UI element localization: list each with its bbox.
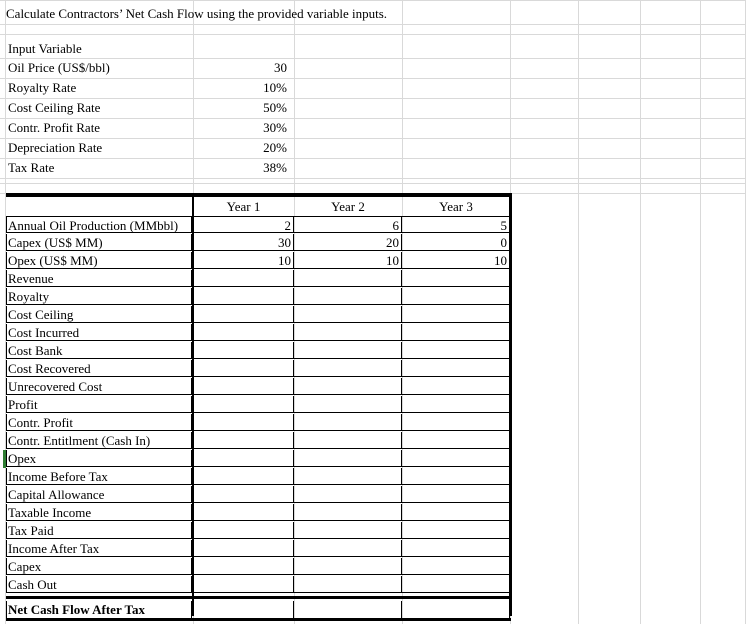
- input-label[interactable]: Oil Price (US$/bbl): [8, 60, 110, 75]
- data-cell[interactable]: [193, 396, 294, 413]
- data-cell[interactable]: [294, 414, 402, 431]
- data-cell[interactable]: [402, 324, 510, 341]
- grid-row-line: [0, 178, 746, 179]
- data-cell[interactable]: [193, 324, 294, 341]
- data-cell[interactable]: [193, 378, 294, 395]
- input-value[interactable]: 20%: [263, 140, 287, 155]
- net-cash-flow-cell[interactable]: [294, 601, 402, 618]
- grid-row-line: [0, 138, 746, 139]
- sheet-title[interactable]: Calculate Contractors’ Net Cash Flow using the provided variable inputs.: [6, 6, 388, 21]
- grid-column-line: [640, 0, 641, 624]
- data-cell[interactable]: [294, 450, 402, 467]
- row-label[interactable]: Cost Bank: [6, 342, 192, 359]
- data-cell[interactable]: 30: [193, 234, 294, 251]
- data-cell[interactable]: [193, 540, 294, 557]
- table-divider-col1: [192, 193, 194, 616]
- input-label[interactable]: Depreciation Rate: [8, 140, 103, 155]
- input-value[interactable]: 38%: [263, 160, 287, 175]
- data-cell[interactable]: [294, 558, 402, 575]
- input-label[interactable]: Tax Rate: [8, 160, 55, 175]
- data-cell[interactable]: [193, 450, 294, 467]
- data-cell[interactable]: [294, 378, 402, 395]
- data-cell[interactable]: 0: [402, 234, 510, 251]
- data-cell[interactable]: [193, 576, 294, 593]
- net-cash-flow-cell[interactable]: [193, 601, 294, 618]
- data-cell[interactable]: [294, 486, 402, 503]
- data-cell[interactable]: [294, 288, 402, 305]
- table-bottom-border: [6, 618, 511, 621]
- data-cell[interactable]: [402, 468, 510, 485]
- year-header[interactable]: Year 1: [226, 199, 261, 214]
- data-cell[interactable]: [402, 270, 510, 287]
- grid-row-line: [0, 183, 746, 184]
- data-cell[interactable]: [402, 504, 510, 521]
- data-cell[interactable]: [402, 450, 510, 467]
- data-cell[interactable]: [402, 522, 510, 539]
- row-label[interactable]: Royalty: [6, 288, 192, 305]
- net-cash-flow-cell[interactable]: [402, 601, 510, 618]
- data-cell[interactable]: [294, 540, 402, 557]
- grid-column-line: [700, 0, 701, 624]
- year-header[interactable]: Year 2: [331, 199, 365, 214]
- table-right-border: [509, 193, 512, 616]
- data-cell[interactable]: [193, 270, 294, 287]
- grid-row-line: [0, 118, 746, 119]
- data-cell[interactable]: 10: [402, 252, 510, 269]
- row-label[interactable]: Taxable Income: [6, 504, 192, 521]
- data-cell[interactable]: [402, 378, 510, 395]
- data-cell[interactable]: [193, 306, 294, 323]
- year-header[interactable]: Year 3: [439, 199, 473, 214]
- row-label[interactable]: Capex (US$ MM): [6, 234, 192, 251]
- input-value[interactable]: 50%: [263, 100, 287, 115]
- data-cell[interactable]: [294, 360, 402, 377]
- cell-selection-marker: [3, 450, 6, 468]
- row-label[interactable]: Income After Tax: [6, 540, 192, 557]
- data-cell[interactable]: [294, 342, 402, 359]
- input-label[interactable]: Contr. Profit Rate: [8, 120, 101, 135]
- data-cell[interactable]: [402, 486, 510, 503]
- table-top-border: [6, 193, 511, 197]
- data-cell[interactable]: [294, 306, 402, 323]
- data-cell[interactable]: [402, 414, 510, 431]
- grid-row-line: [0, 98, 746, 99]
- input-label[interactable]: Royalty Rate: [8, 80, 77, 95]
- data-cell[interactable]: [193, 504, 294, 521]
- grid-row-line: [0, 158, 746, 159]
- data-cell[interactable]: [402, 576, 510, 593]
- row-label[interactable]: Contr. Profit: [6, 414, 192, 431]
- data-cell[interactable]: [402, 342, 510, 359]
- grid-row-line: [0, 0, 746, 1]
- row-label[interactable]: Contr. Entitlment (Cash In): [6, 432, 192, 449]
- row-label[interactable]: Cost Incurred: [6, 324, 192, 341]
- data-cell[interactable]: [193, 342, 294, 359]
- data-cell[interactable]: [402, 360, 510, 377]
- data-cell[interactable]: [294, 432, 402, 449]
- data-cell[interactable]: [193, 468, 294, 485]
- data-cell[interactable]: 6: [294, 216, 402, 233]
- data-cell[interactable]: [193, 414, 294, 431]
- data-cell[interactable]: [402, 432, 510, 449]
- row-label[interactable]: Income Before Tax: [6, 468, 192, 485]
- final-row-top-border: [6, 596, 511, 599]
- row-label[interactable]: Unrecovered Cost: [6, 378, 192, 395]
- data-cell[interactable]: [193, 360, 294, 377]
- row-label[interactable]: Cost Recovered: [6, 360, 192, 377]
- net-cash-flow-label[interactable]: Net Cash Flow After Tax: [6, 601, 192, 618]
- grid-row-line: [0, 24, 746, 25]
- grid-column-line: [578, 0, 579, 624]
- data-cell[interactable]: [193, 558, 294, 575]
- grid-row-line: [0, 34, 746, 35]
- grid-row-line: [0, 78, 746, 79]
- data-cell[interactable]: [402, 396, 510, 413]
- row-label[interactable]: Tax Paid: [6, 522, 192, 539]
- row-label[interactable]: Opex (US$ MM): [6, 252, 192, 269]
- input-value[interactable]: 10%: [263, 80, 287, 95]
- data-cell[interactable]: [294, 468, 402, 485]
- row-label[interactable]: Profit: [6, 396, 192, 413]
- data-cell[interactable]: [193, 288, 294, 305]
- data-cell[interactable]: [294, 576, 402, 593]
- input-variable-header[interactable]: Input Variable: [8, 41, 82, 56]
- input-value[interactable]: 30: [274, 60, 287, 75]
- row-label[interactable]: Capex: [6, 558, 192, 575]
- data-cell[interactable]: [193, 522, 294, 539]
- data-cell[interactable]: 5: [402, 216, 510, 233]
- input-value[interactable]: 30%: [263, 120, 287, 135]
- row-label[interactable]: Annual Oil Production (MMbbl): [6, 216, 192, 233]
- data-cell[interactable]: [294, 396, 402, 413]
- data-cell[interactable]: [294, 270, 402, 287]
- data-cell[interactable]: [402, 306, 510, 323]
- data-cell[interactable]: [294, 504, 402, 521]
- data-cell[interactable]: 10: [193, 252, 294, 269]
- data-cell[interactable]: [294, 324, 402, 341]
- data-cell[interactable]: 20: [294, 234, 402, 251]
- input-label[interactable]: Cost Ceiling Rate: [8, 100, 101, 115]
- data-cell[interactable]: [402, 288, 510, 305]
- row-label[interactable]: Revenue: [6, 270, 192, 287]
- data-cell[interactable]: 2: [193, 216, 294, 233]
- row-label[interactable]: Cost Ceiling: [6, 306, 192, 323]
- data-cell[interactable]: [402, 540, 510, 557]
- data-cell[interactable]: [193, 432, 294, 449]
- row-label[interactable]: Opex: [6, 450, 192, 467]
- row-label[interactable]: Capital Allowance: [6, 486, 192, 503]
- grid-row-line: [0, 58, 746, 59]
- data-cell[interactable]: [294, 522, 402, 539]
- data-cell[interactable]: [402, 558, 510, 575]
- data-cell[interactable]: 10: [294, 252, 402, 269]
- data-cell[interactable]: [193, 486, 294, 503]
- row-label[interactable]: Cash Out: [6, 576, 192, 593]
